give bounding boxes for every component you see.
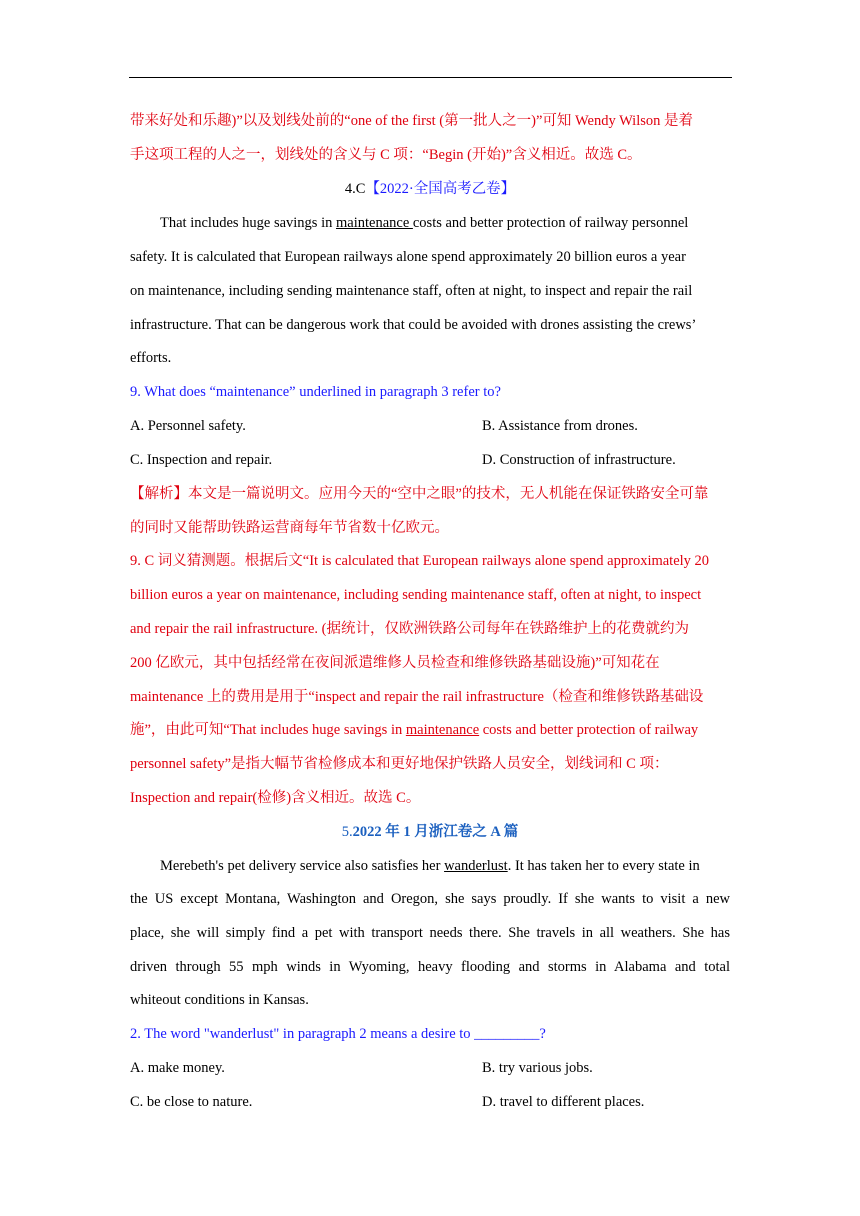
section-4-heading [130,179,730,199]
section-5-heading [130,822,730,842]
underlined-word: maintenance [405,722,480,738]
analysis-line: maintenance 上的费用是用于“inspect and repair the rail infrastructure（检查和维修铁路基础设 [130,689,704,705]
option-c: C. be close to nature. [130,1094,253,1110]
analysis-line: and repair the rail infrastructure. (据统计，仅欧洲铁路公司每年在铁路维护上的花费就约为 [130,621,689,637]
analysis-line: 的同时又能帮助铁路运营商每年节省数十亿欧元。 [130,520,449,536]
passage-text: Merebeth's pet delivery service also satisfies her [160,858,445,874]
passage-line [160,856,730,876]
analysis-text-line: 手这项工程的人之一，划线处的含义与 C 项：“Begin (开始)”含义相近。故选 C。 [130,147,642,163]
option-b: B. Assistance from drones. [482,418,638,434]
underlined-word: wanderlust [444,858,508,874]
question-9: 9. What does “maintenance” underlined in paragraph 3 refer to? [130,384,501,400]
header-rule [129,77,732,78]
option-b: B. try various jobs. [482,1060,593,1076]
question-mark: ? [539,1026,546,1042]
question-2 [130,1024,730,1044]
passage-line: driven through 55 mph winds in Wyoming, heavy flooding and storms in Alabama and total [130,959,730,975]
passage-line: infrastructure. That can be dangerous work that could be avoided with drones assisting the crews’ [130,317,697,333]
passage-line: place, she will simply find a pet with transport needs there. She travels in all weathers. She has [130,925,730,941]
option-a: A. Personnel safety. [130,418,246,434]
question-text: 2. The word "wanderlust" in paragraph 2 means a desire to [130,1026,475,1042]
section-4-number: 4.C [344,181,366,197]
option-d: D. travel to different places. [482,1094,645,1110]
analysis-line: 200 亿欧元，其中包括经常在夜间派遣维修人员检查和维修铁路基础设施)”可知花在 [130,655,660,671]
option-d: D. Construction of infrastructure. [482,452,676,468]
answer-blank: _________ [474,1026,540,1042]
passage-text: That includes huge savings in [160,215,336,231]
option-a: A. make money. [130,1060,225,1076]
underlined-word: maintenance [335,215,413,231]
passage-line [160,213,730,233]
analysis-line: personnel safety”是指大幅节省检修成本和更好地保护铁路人员安全，划线词和 C 项： [130,756,669,772]
passage-line: on maintenance, including sending maintenance staff, often at night, to inspect and repair the rail [130,283,693,299]
section-5-source: 2022 年 1 月浙江卷之 A 篇 [352,824,519,840]
option-c: C. Inspection and repair. [130,452,273,468]
analysis-text: costs and better protection of railway [479,722,699,738]
passage-line: safety. It is calculated that European railways alone spend approximately 20 billion euros a year [130,249,686,265]
analysis-line: 【解析】本文是一篇说明文。应用今天的“空中之眼”的技术，无人机能在保证铁路安全可靠 [130,486,709,502]
passage-line: efforts. [130,350,172,366]
passage-line: the US except Montana, Washington and Oregon, she says proudly. If she wants to visit a new [130,891,730,907]
analysis-text: 施”，由此可知“That includes huge savings in [130,722,406,738]
passage-line: whiteout conditions in Kansas. [130,992,309,1008]
passage-text: costs and better protection of railway personnel [412,215,689,231]
analysis-text-line: 带来好处和乐趣)”以及划线处前的“one of the first (第一批人之一)”可知 Wendy Wilson 是着 [130,113,694,129]
passage-text: . It has taken her to every state in [507,858,700,874]
analysis-line: 9. C 词义猜测题。根据后文“It is calculated that European railways alone spend approximately 20 [130,553,710,569]
analysis-line: billion euros a year on maintenance, including sending maintenance staff, often at night, to inspect [130,587,702,603]
section-5-number: 5. [341,824,353,840]
analysis-line [130,720,730,740]
analysis-line: Inspection and repair(检修)含义相近。故选 C。 [130,790,421,806]
section-4-source: 【2022·全国高考乙卷】 [365,181,516,197]
